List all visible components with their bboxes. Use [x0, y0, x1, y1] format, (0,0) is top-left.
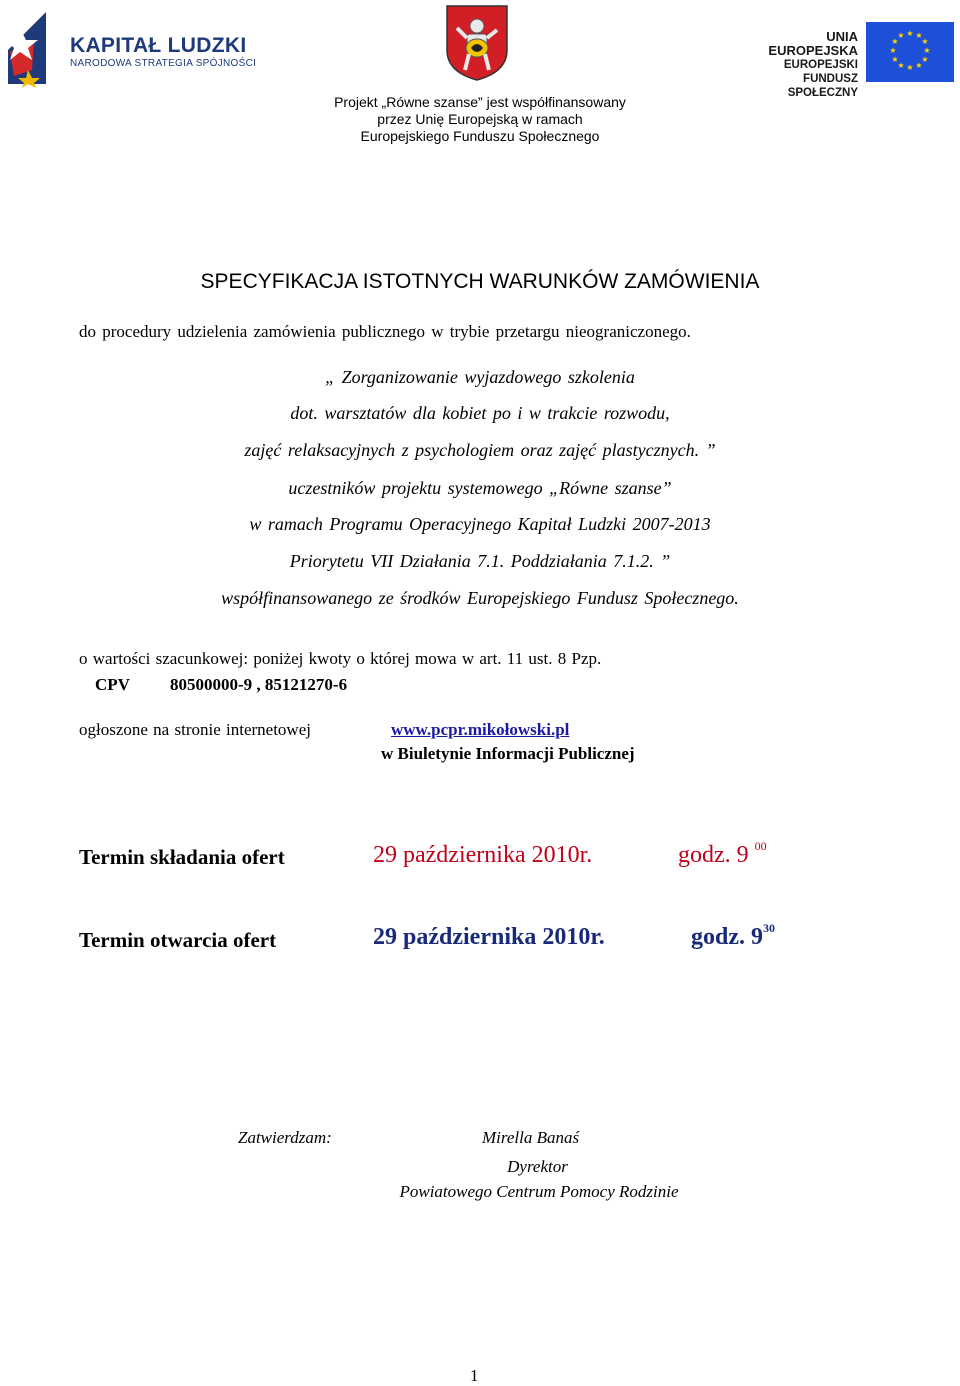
- svg-text:★: ★: [915, 31, 923, 40]
- subject-line: zajęć relaksacyjnych z psychologiem oraz zajęć plastycznych. ”: [244, 440, 716, 460]
- eu-flag-icon: [866, 22, 954, 82]
- svg-text:★: ★: [897, 61, 905, 70]
- opening-hour: [691, 921, 775, 951]
- svg-text:★: ★: [891, 37, 899, 46]
- procedure-intro: do procedury udzielenia zamówienia publicznego w trybie przetargu nieograniczonego.: [79, 322, 691, 341]
- opening-hour-value: godz. 9: [691, 924, 763, 950]
- submission-deadline-label: Termin składania ofert: [79, 845, 285, 869]
- svg-text:★: ★: [923, 46, 931, 55]
- estimated-value-line: o wartości szacunkowej: poniżej kwoty o której mowa w art. 11 ust. 8 Pzp.: [79, 649, 602, 668]
- svg-text:★: ★: [921, 55, 929, 64]
- submission-date: 29 października 2010r.: [373, 842, 593, 868]
- eu-text: [734, 30, 858, 100]
- kapital-ludzki-subtitle: NARODOWA STRATEGIA SPÓJNOŚCI: [70, 58, 257, 69]
- eu-line-3: FUNDUSZ SPOŁECZNY: [787, 73, 858, 99]
- eu-line-1: UNIA EUROPEJSKA: [768, 29, 858, 58]
- svg-text:★: ★: [889, 46, 897, 55]
- project-note-line: przez Unię Europejską w ramach: [377, 111, 583, 127]
- website-link[interactable]: www.pcpr.mikołowski.pl: [391, 720, 570, 739]
- subject-line: współfinansowanego ze środków Europejskiego Fundusz Społecznego.: [221, 588, 739, 608]
- publication-line: [79, 720, 570, 740]
- cpv-codes: [95, 675, 347, 695]
- project-note-line: Europejskiego Funduszu Społecznego: [360, 128, 600, 144]
- kapital-ludzki-emblem-icon: [6, 10, 70, 88]
- cpv-code-values: 80500000-9 , 85121270-6: [170, 675, 348, 694]
- signer-role: Dyrektor: [507, 1157, 568, 1176]
- subject-line: uczestników projektu systemowego „Równe szanse”: [288, 478, 672, 498]
- svg-text:★: ★: [915, 61, 923, 70]
- cpv-label: CPV: [95, 675, 130, 694]
- opening-deadline-label: Termin otwarcia ofert: [79, 928, 277, 952]
- eu-line-2: EUROPEJSKI: [783, 59, 858, 71]
- submission-hour-value: godz. 9: [678, 842, 749, 868]
- project-cofinancing-note: [300, 94, 660, 145]
- svg-text:★: ★: [906, 63, 914, 72]
- subject-line: dot. warsztatów dla kobiet po i w trakcie rozwodu,: [290, 403, 670, 423]
- kapital-ludzki-title: KAPITAŁ LUDZKI: [70, 34, 247, 57]
- signer-organization: Powiatowego Centrum Pomocy Rodzinie: [399, 1182, 679, 1201]
- county-crest: [445, 4, 509, 82]
- subject-line: w ramach Programu Operacyjnego Kapitał Ludzki 2007-2013: [249, 514, 711, 534]
- svg-text:★: ★: [921, 37, 929, 46]
- approval-label: Zatwierdzam:: [238, 1128, 332, 1147]
- svg-text:★: ★: [897, 31, 905, 40]
- svg-text:★: ★: [891, 55, 899, 64]
- eu-flag: [866, 22, 954, 82]
- project-note-line: Projekt „Równe szanse” jest współfinansowany: [334, 94, 626, 110]
- svg-text:★: ★: [906, 29, 914, 38]
- opening-hour-minutes: 30: [763, 921, 775, 935]
- subject-line: Priorytetu VII Działania 7.1. Poddziałania 7.1.2. ”: [289, 551, 671, 571]
- signer-name: Mirella Banaś: [482, 1128, 580, 1147]
- document-title: SPECYFIKACJA ISTOTNYCH WARUNKÓW ZAMÓWIENIA: [200, 270, 760, 293]
- submission-hour: [678, 839, 767, 869]
- subject-line: „ Zorganizowanie wyjazdowego szkolenia: [325, 367, 635, 387]
- bip-line: w Biuletynie Informacji Publicznej: [381, 744, 635, 763]
- submission-hour-minutes: 00: [754, 839, 767, 853]
- coat-of-arms-icon: [445, 4, 509, 82]
- page-number: 1: [470, 1366, 479, 1385]
- publication-text: ogłoszone na stronie internetowej: [79, 720, 311, 739]
- opening-date: 29 października 2010r.: [373, 924, 605, 950]
